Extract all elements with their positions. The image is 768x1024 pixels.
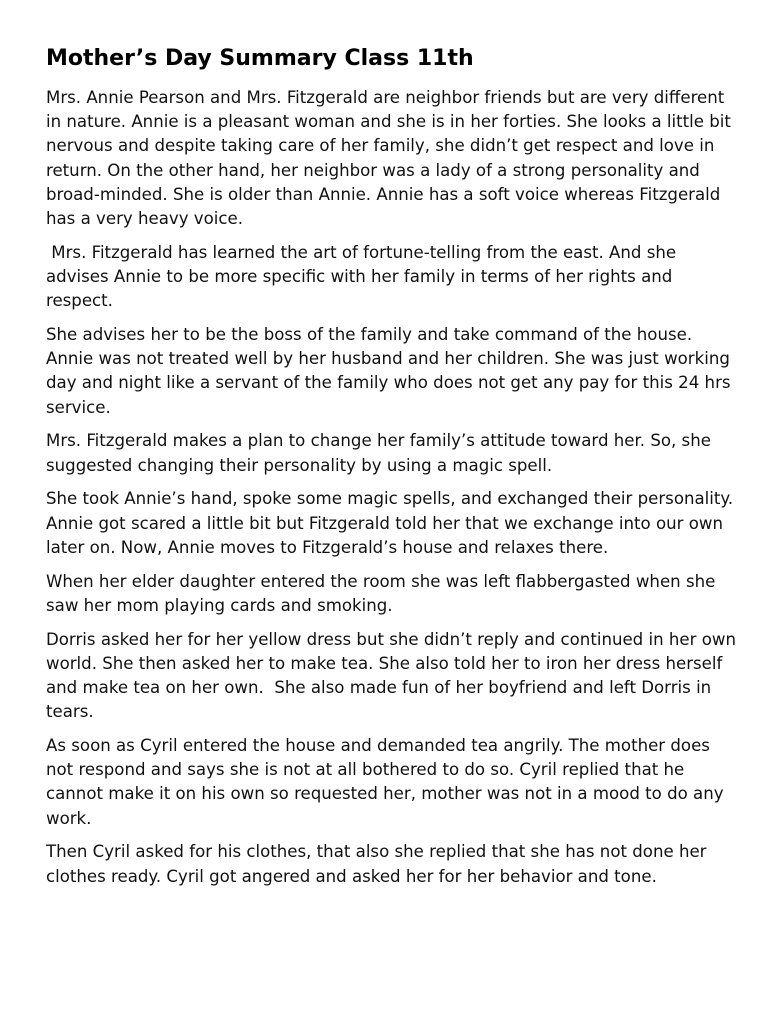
document-page <box>46 44 744 898</box>
paragraph-9: Then Cyril asked for his clothes, that also she replied that she has not done her clothes ready. Cyril got angered and asked her for her behavior and tone. <box>46 842 712 886</box>
paragraph-3: She advises her to be the boss of the family and take command of the house. Annie was not treated well by her husband and her children. She was just working day and night like a servant of the family who does not get any pay for this 24 hrs service. <box>46 325 736 417</box>
paragraph-6: When her elder daughter entered the room she was left flabbergasted when she saw her mom playing cards and smoking. <box>46 571 721 615</box>
document-title: Mother’s Day Summary Class 11th <box>46 46 474 71</box>
paragraph-4: Mrs. Fitzgerald makes a plan to change her family’s attitude toward her. So, she suggested changing their personality by using a magic spell. <box>46 431 717 475</box>
paragraph-2: Mrs. Fitzgerald has learned the art of fortune-telling from the east. And she advises Annie to be more specific with her family in terms of her rights and respect. <box>46 242 682 311</box>
paragraph-1: Mrs. Annie Pearson and Mrs. Fitzgerald are neighbor friends but are very different in nature. Annie is a pleasant woman and she is in her forties. She looks a little bit nervous and despite taking care of her family, she didn’t get respect and love in return. On the other hand, her neighbor was a lady of a strong personality and broad-minded. She is older than Annie. Annie has a soft voice whereas Fitzgerald has a very heavy voice. <box>46 88 737 229</box>
paragraph-7: Dorris asked her for her yellow dress but she didn’t reply and continued in her own world. She then asked her to make tea. She also told her to iron her dress herself and make tea on her own. She also made fun of her boyfriend and left Dorris in tears. <box>46 629 742 722</box>
paragraph-5: She took Annie’s hand, spoke some magic spells, and exchanged their personality. Annie got scared a little bit but Fitzgerald told her that we exchange into our own later on. Now, Annie moves to Fitzgerald’s house and relaxes there. <box>46 489 744 557</box>
paragraph-8: As soon as Cyril entered the house and demanded tea angrily. The mother does not respond and says she is not at all bothered to do so. Cyril replied that he cannot make it on his own so requested her, mother was not in a mood to do any work. <box>46 736 729 828</box>
